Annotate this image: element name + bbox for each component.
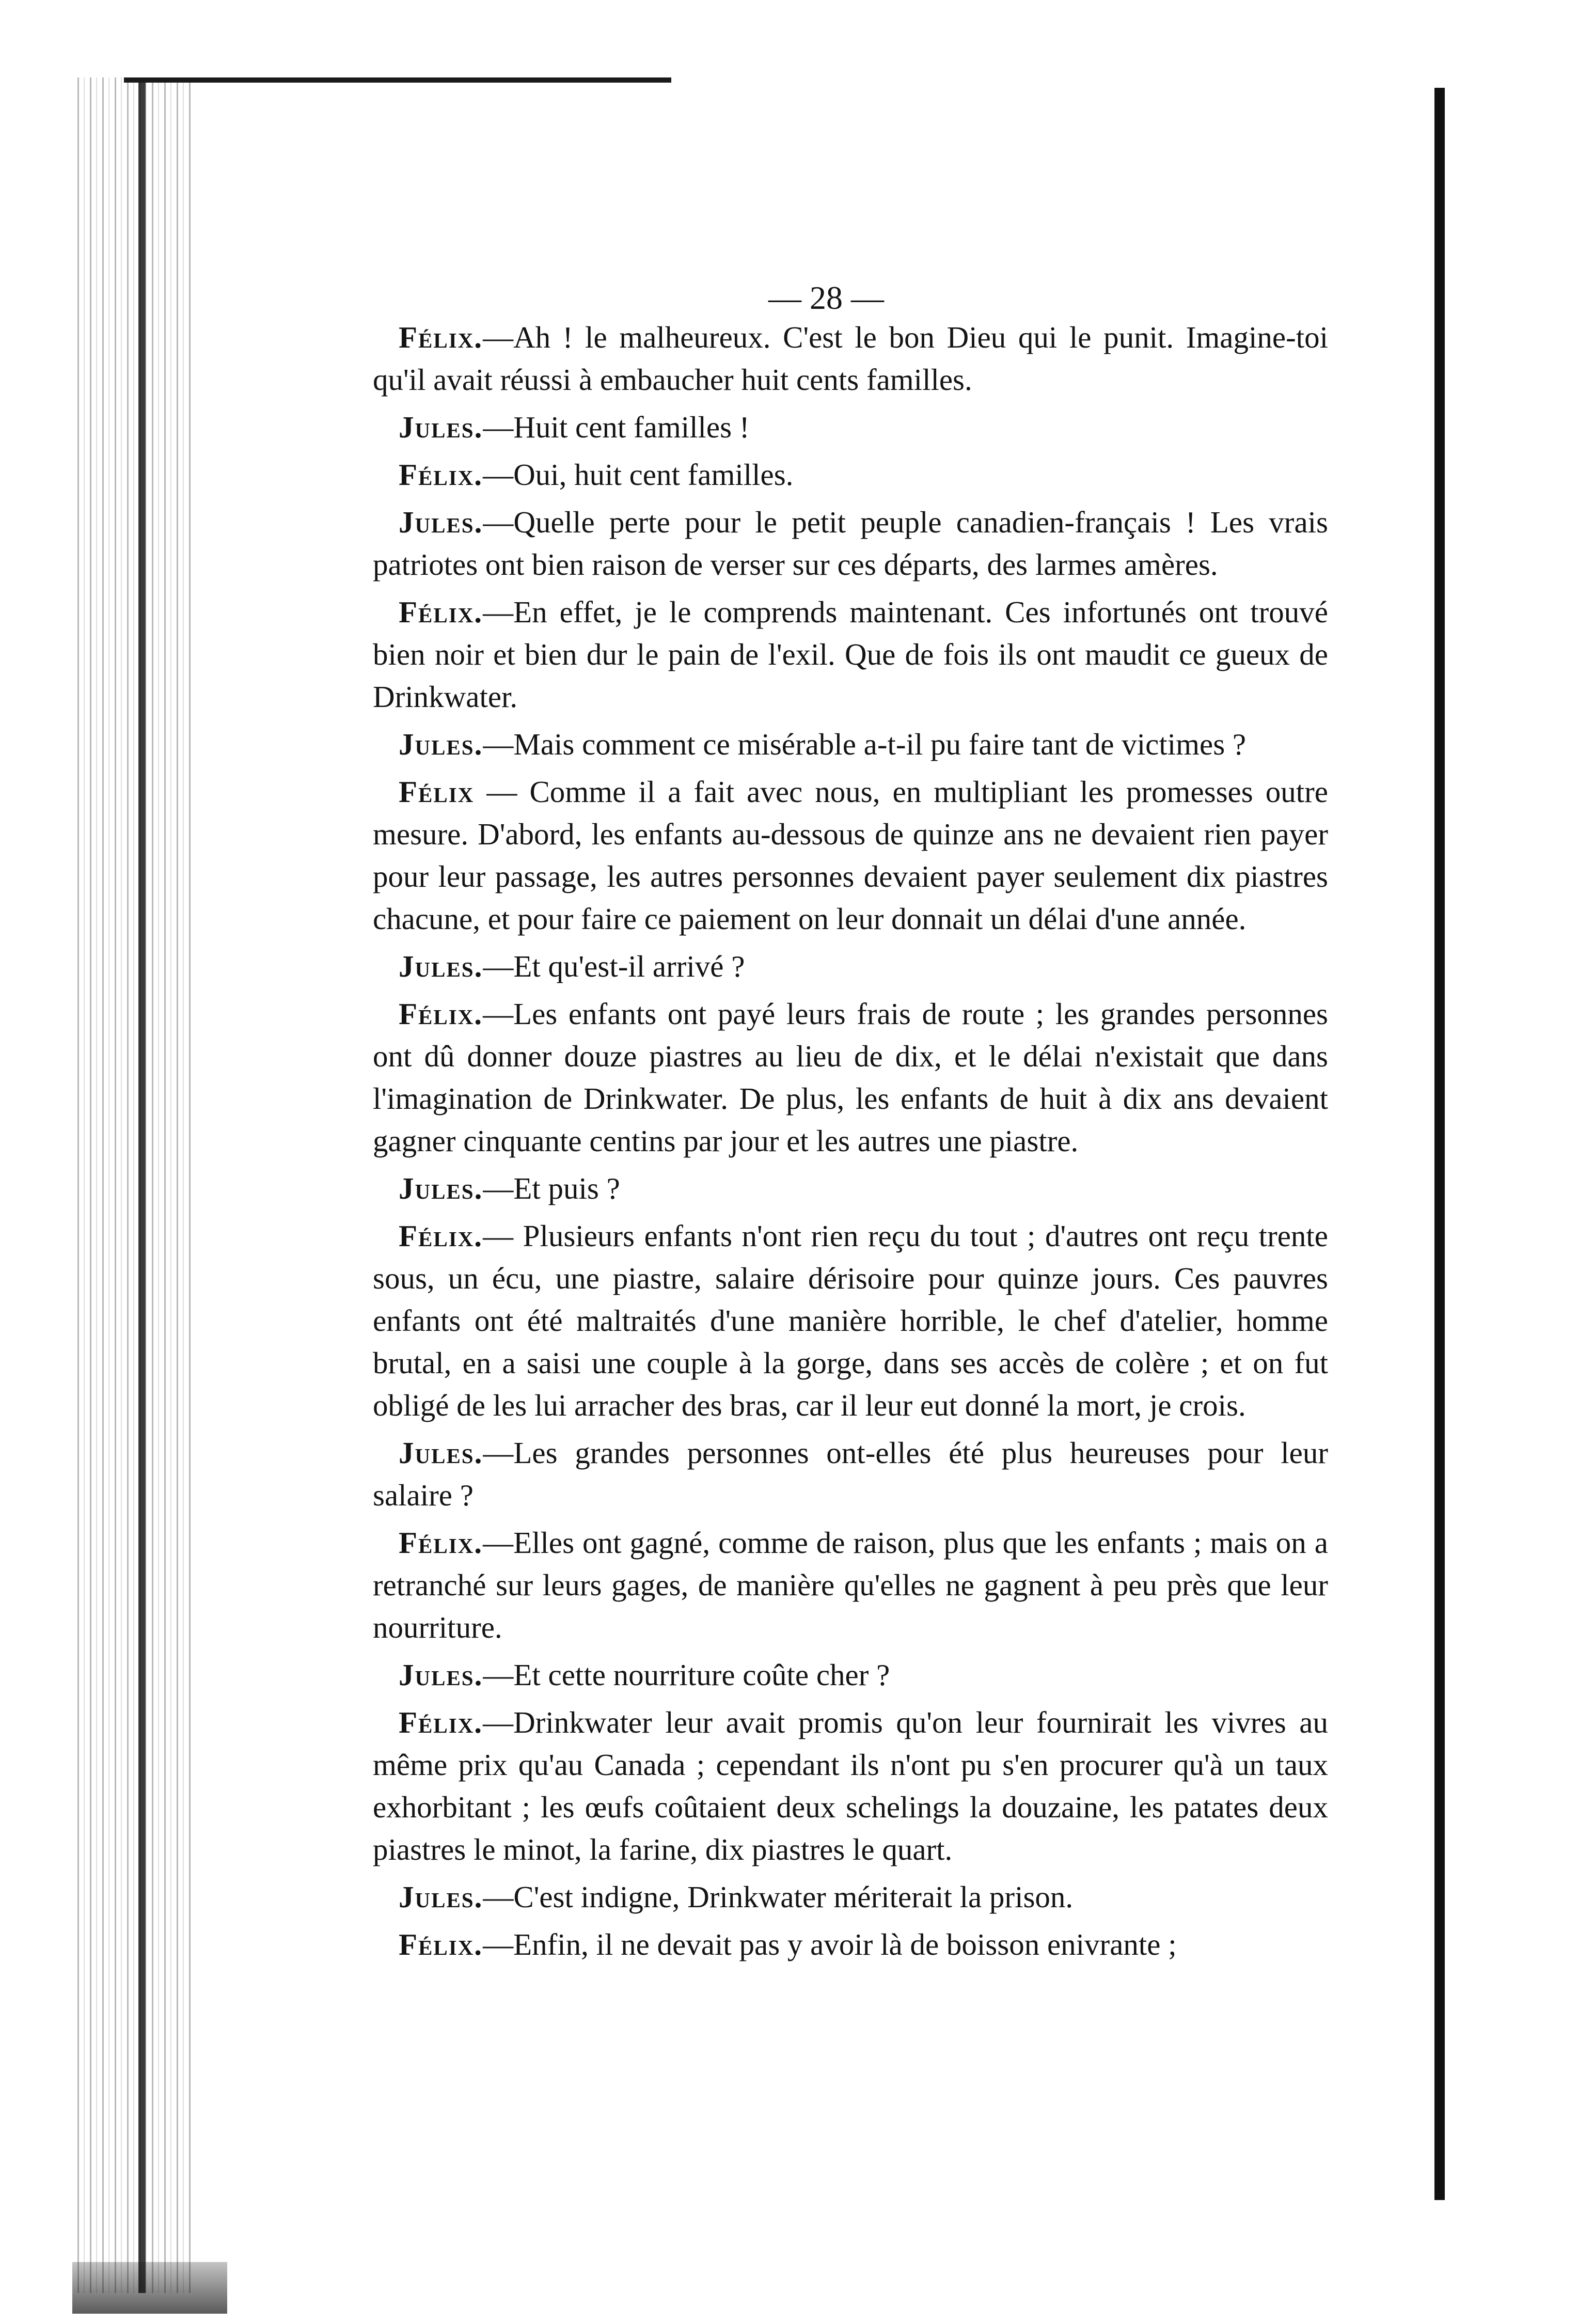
speech-text: —En effet, je le comprends maintenant. Ces infortunés ont trouvé bien noir et bien dur le pain de l'exil. Que de fois ils ont maudit ce gueux de Drinkwater.: [373, 595, 1328, 714]
dialogue-text: [373, 316, 1328, 1971]
speaker-name: Félix.: [399, 458, 483, 492]
binding-edge: [72, 77, 191, 2293]
dialogue-paragraph: [373, 723, 1328, 765]
dialogue-paragraph: [373, 993, 1328, 1162]
dialogue-paragraph: [373, 1876, 1328, 1918]
speaker-name: Félix.: [399, 1526, 483, 1560]
speech-text: —Elles ont gagné, comme de raison, plus que les enfants ; mais on a retranché sur leurs gages, de manière qu'elles ne gagnent à peu près que leur nourriture.: [373, 1526, 1328, 1644]
speech-text: —Et puis ?: [483, 1171, 620, 1205]
speech-text: —Oui, huit cent familles.: [483, 458, 794, 492]
dialogue-paragraph: [373, 406, 1328, 448]
speaker-name: Jules.: [399, 1880, 483, 1914]
speech-text: — Comme il a fait avec nous, en multipliant les promesses outre mesure. D'abord, les enfants au-dessous de quinze ans ne devaient rien payer pour leur passage, les autres personnes devaient payer seulement dix piastres chacune, et pour faire ce paiement on leur donnait un délai d'une année.: [373, 775, 1328, 936]
dialogue-paragraph: [373, 501, 1328, 586]
speech-text: —C'est indigne, Drinkwater mériterait la prison.: [483, 1880, 1074, 1914]
speaker-name: Jules.: [399, 1436, 483, 1470]
speech-text: —Ah ! le malheureux. C'est le bon Dieu qui le punit. Imagine-toi qu'il avait réussi à embaucher huit cents familles.: [373, 320, 1328, 397]
speech-text: —Et cette nourriture coûte cher ?: [483, 1658, 890, 1692]
dialogue-paragraph: [373, 1167, 1328, 1210]
speaker-name: Jules.: [399, 1658, 483, 1692]
speech-text: —Enfin, il ne devait pas y avoir là de boisson enivrante ;: [483, 1927, 1177, 1961]
speech-text: —Mais comment ce misérable a-t-il pu faire tant de victimes ?: [483, 727, 1246, 761]
top-rule: [124, 77, 671, 83]
right-margin-rule: [1434, 88, 1445, 2200]
speech-text: —Les enfants ont payé leurs frais de route ; les grandes personnes ont dû donner douze piastres au lieu de dix, et le délai n'existait que dans l'imagination de Drinkwater. De plus, les enfants de huit à dix ans devaient gagner cinquante centins par jour et les autres une piastre.: [373, 997, 1328, 1158]
speaker-name: Félix.: [399, 1705, 483, 1739]
speech-text: —Et qu'est-il arrivé ?: [483, 949, 745, 983]
speaker-name: Jules.: [399, 1171, 483, 1205]
dialogue-paragraph: [373, 1215, 1328, 1426]
dialogue-paragraph: [373, 591, 1328, 718]
speech-text: —Drinkwater leur avait promis qu'on leur fournirait les vivres au même prix qu'au Canada ; cependant ils n'ont pu s'en procurer qu'à un taux exhorbitant ; les œufs coûtaient deux schelings la douzaine, les patates deux piastres le minot, la farine, dix piastres le quart.: [373, 1705, 1328, 1866]
speaker-name: Félix.: [399, 997, 483, 1031]
speaker-name: Félix: [399, 775, 475, 809]
dialogue-paragraph: [373, 1432, 1328, 1516]
speaker-name: Félix.: [399, 595, 483, 629]
speech-text: —Quelle perte pour le petit peuple canadien-français ! Les vrais patriotes ont bien raison de verser sur ces départs, des larmes amères.: [373, 505, 1328, 582]
speaker-name: Jules.: [399, 727, 483, 761]
speaker-name: Jules.: [399, 505, 483, 539]
page-number: — 28 —: [768, 279, 884, 316]
dialogue-paragraph: [373, 316, 1328, 401]
dialogue-paragraph: [373, 1701, 1328, 1871]
speech-text: —Huit cent familles !: [483, 410, 750, 444]
dialogue-paragraph: [373, 1923, 1328, 1966]
speaker-name: Félix.: [399, 320, 483, 354]
speaker-name: Félix.: [399, 1927, 483, 1961]
dialogue-paragraph: [373, 945, 1328, 987]
dialogue-paragraph: [373, 1521, 1328, 1648]
dialogue-paragraph: [373, 1654, 1328, 1696]
speaker-name: Jules.: [399, 410, 483, 444]
dialogue-paragraph: [373, 771, 1328, 940]
binding-edge-foot: [72, 2262, 227, 2314]
speech-text: —Les grandes personnes ont-elles été plus heureuses pour leur salaire ?: [373, 1436, 1328, 1512]
speech-text: — Plusieurs enfants n'ont rien reçu du tout ; d'autres ont reçu trente sous, un écu, une piastre, salaire dérisoire pour quinze jours. Ces pauvres enfants ont été maltraités d'une manière horrible, le chef d'atelier, homme brutal, en a saisi une couple à la gorge, dans ses accès de colère ; et on fut obligé de les lui arracher des bras, car il leur eut donné la mort, je crois.: [373, 1219, 1328, 1422]
speaker-name: Félix.: [399, 1219, 483, 1253]
speaker-name: Jules.: [399, 949, 483, 983]
binding-edge-bar: [138, 77, 146, 2293]
dialogue-paragraph: [373, 453, 1328, 496]
